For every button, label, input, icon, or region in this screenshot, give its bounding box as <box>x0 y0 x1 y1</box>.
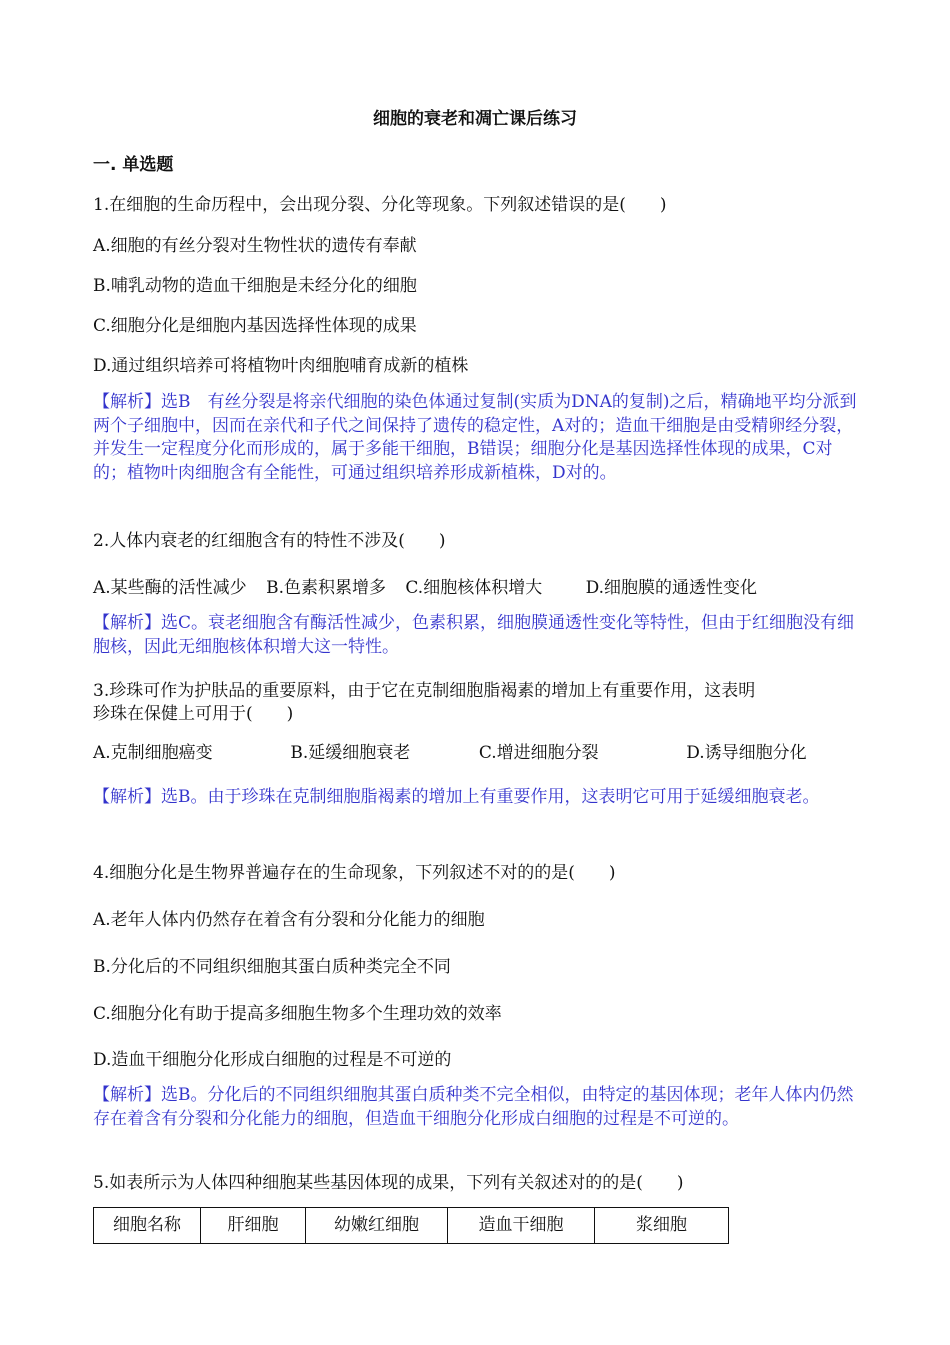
question-2-option-d: D.细胞膜的通透性变化 <box>585 578 758 598</box>
question-4-option-c: C.细胞分化有助于提高多细胞生物多个生理功效的效率 <box>93 1004 502 1024</box>
question-4-option-d: D.造血干细胞分化形成白细胞的过程是不可逆的 <box>93 1050 452 1070</box>
table-header-row <box>94 1208 729 1244</box>
section-heading: 一. 单选题 <box>93 155 174 175</box>
question-3-options <box>93 738 807 763</box>
question-4-stem: 4.细胞分化是生物界普遍存在的生命现象，下列叙述不对的的是( ) <box>93 863 616 883</box>
table-header-cell: 造血干细胞 <box>448 1208 595 1244</box>
question-4-analysis: 【解析】选B。分化后的不同组织细胞其蛋白质种类不完全相似，由特定的基因体现；老年人体内仍然存在着含有分裂和分化能力的细胞，但造血干细胞分化形成白细胞的过程是不可逆的。 <box>93 1085 854 1129</box>
question-3-option-d: D.诱导细胞分化 <box>686 743 807 763</box>
question-3-option-b: B.延缓细胞衰老 <box>290 743 411 763</box>
cell-table <box>93 1207 729 1244</box>
question-3-stem-line-1: 3.珍珠可作为护肤品的重要原料，由于它在克制细胞脂褐素的增加上有重要作用，这表明 <box>93 681 756 701</box>
question-1-analysis: 【解析】选B 有丝分裂是将亲代细胞的染色体通过复制(实质为DNA的复制)之后，精确地平均分派到两个子细胞中，因而在亲代和子代之间保持了遗传的稳定性，A对的；造血干细胞是由受精卵经分裂，并发生一定程度分化而形成的，属于多能干细胞，B错误；细胞分化是基因选择性体现的成果，C对的；植物叶肉细胞含有全能性，可通过组织培养形成新植株，D对的。 <box>93 392 857 483</box>
question-4-option-a: A.老年人体内仍然存在着含有分裂和分化能力的细胞 <box>93 910 485 930</box>
question-2-options <box>93 573 757 598</box>
question-2-option-b: B.色素积累增多 <box>266 578 386 598</box>
question-4-option-b: B.分化后的不同组织细胞其蛋白质种类完全不同 <box>93 957 451 977</box>
question-3-option-a: A.克制细胞癌变 <box>93 743 213 763</box>
table-header-cell: 幼嫩红细胞 <box>306 1208 448 1244</box>
question-3-option-c: C.增进细胞分裂 <box>478 743 599 763</box>
table-header-cell: 浆细胞 <box>595 1208 729 1244</box>
page-title: 细胞的衰老和凋亡课后练习 <box>373 109 577 129</box>
question-2-option-c: C.细胞核体积增大 <box>405 578 543 598</box>
question-1-option-a: A.细胞的有丝分裂对生物性状的遗传有奉献 <box>93 236 417 256</box>
question-5-stem: 5.如表所示为人体四种细胞某些基因体现的成果，下列有关叙述对的的是( ) <box>93 1173 684 1193</box>
question-2-option-a: A.某些酶的活性减少 <box>93 578 247 598</box>
table-header-cell: 肝细胞 <box>201 1208 306 1244</box>
question-2-stem: 2.人体内衰老的红细胞含有的特性不涉及( ) <box>93 531 446 551</box>
question-2-analysis: 【解析】选C。衰老细胞含有酶活性减少，色素积累，细胞膜通透性变化等特性，但由于红细胞没有细胞核，因此无细胞核体积增大这一特性。 <box>93 613 855 657</box>
question-1-option-d: D.通过组织培养可将植物叶肉细胞哺育成新的植株 <box>93 356 469 376</box>
question-1-option-c: C.细胞分化是细胞内基因选择性体现的成果 <box>93 316 417 336</box>
question-1-option-b: B.哺乳动物的造血干细胞是未经分化的细胞 <box>93 276 417 296</box>
question-3-stem-line-2: 珍珠在保健上可用于( ) <box>93 704 294 724</box>
table-header-cell: 细胞名称 <box>94 1208 201 1244</box>
question-1-stem: 1.在细胞的生命历程中，会出现分裂、分化等现象。下列叙述错误的是( ) <box>93 195 667 215</box>
question-3-analysis: 【解析】选B。由于珍珠在克制细胞脂褐素的增加上有重要作用，这表明它可用于延缓细胞衰老。 <box>93 787 820 807</box>
